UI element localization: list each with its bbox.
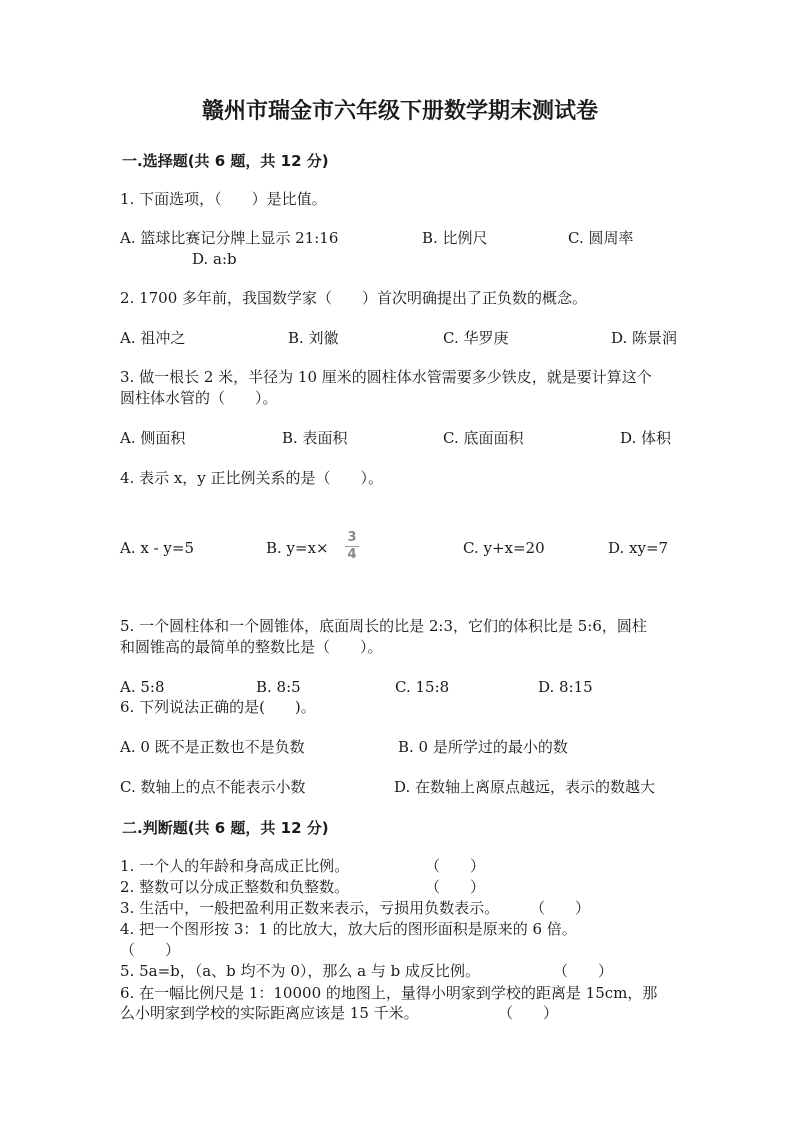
option-a: A. 祖冲之 [120,329,186,347]
option-d: D. 体积 [620,429,672,447]
option-b: B. 比例尺 [422,229,488,247]
judgment-item-text-line2: 么小明家到学校的实际距离应该是 15 千米。 [120,1004,419,1022]
option-a: A. 篮球比赛记分牌上显示 21:16 [120,229,339,247]
option-c: C. 华罗庚 [443,329,509,347]
judgment-answer-blank[interactable]: （ ） [120,941,181,959]
judgment-answer-blank[interactable]: （ ） [498,1004,559,1022]
judgment-item-text: 2. 整数可以分成正整数和负整数。 [120,878,350,896]
judgment-item-text: 1. 一个人的年龄和身高成正比例。 [120,857,350,875]
judgment-item-text: 5. 5a=b，（a、b 均不为 0），那么 a 与 b 成反比例。 [120,962,480,980]
fraction-three-quarters [344,531,360,562]
judgment-answer-blank[interactable]: （ ） [425,857,486,875]
option-b: B. 0 是所学过的最小的数 [398,738,568,756]
option-b: B. 表面积 [282,429,348,447]
option-b: B. 刘徽 [288,329,339,347]
judgment-item-text-line1: 6. 在一幅比例尺是 1：10000 的地图上，量得小明家到学校的距离是 15cm，那 [120,984,658,1002]
exam-title: 赣州市瑞金市六年级下册数学期末测试卷 [201,99,598,124]
judgment-answer-blank[interactable]: （ ） [553,962,614,980]
judgment-answer-blank[interactable]: （ ） [425,878,486,896]
question-stem: 1. 下面选项，（ ）是比值。 [120,190,327,208]
option-d: D. 在数轴上离原点越远，表示的数越大 [394,778,656,796]
question-stem: 2. 1700 多年前，我国数学家（ ）首次明确提出了正负数的概念。 [120,289,588,307]
option-a: A. 0 既不是正数也不是负数 [120,738,305,756]
option-d: D. 陈景润 [611,329,678,347]
judgment-item-text: 4. 把一个图形按 3：1 的比放大，放大后的图形面积是原来的 6 倍。 [120,920,577,938]
option-a: A. 5:8 [120,678,165,696]
option-c: C. y+x=20 [463,539,545,557]
judgment-answer-blank[interactable]: （ ） [530,899,591,917]
option-b: B. 8:5 [256,678,301,696]
option-d: D. xy=7 [608,539,669,557]
option-b: B. y=x× [266,539,329,557]
option-d: D. 8:15 [538,678,593,696]
question-stem-line1: 3. 做一根长 2 米，半径为 10 厘米的圆柱体水管需要多少铁皮，就是要计算这个 [120,368,652,386]
question-stem-line2: 圆柱体水管的（ ）。 [120,389,278,407]
option-a: A. x - y=5 [120,539,195,557]
option-d: D. a:b [192,250,237,268]
option-c: C. 15:8 [395,678,450,696]
question-stem-line1: 5. 一个圆柱体和一个圆锥体，底面周长的比是 2:3，它们的体积比是 5:6，圆柱 [120,617,647,635]
option-c: C. 圆周率 [568,229,634,247]
question-stem: 6. 下列说法正确的是( )。 [120,698,316,716]
fraction-denominator: 4 [347,547,357,562]
section-heading-judgment: 二.判断题(共 6 题，共 12 分) [122,819,329,837]
option-a: A. 侧面积 [120,429,186,447]
section-heading-choice: 一.选择题(共 6 题，共 12 分) [122,152,329,170]
judgment-item-text: 3. 生活中，一般把盈利用正数来表示，亏损用负数表示。 [120,899,500,917]
question-stem-line2: 和圆锥高的最简单的整数比是（ ）。 [120,638,383,656]
option-c: C. 数轴上的点不能表示小数 [120,778,306,796]
question-stem: 4. 表示 x，y 正比例关系的是（ ）。 [120,469,384,487]
fraction-numerator: 3 [347,530,357,545]
option-c: C. 底面面积 [443,429,524,447]
